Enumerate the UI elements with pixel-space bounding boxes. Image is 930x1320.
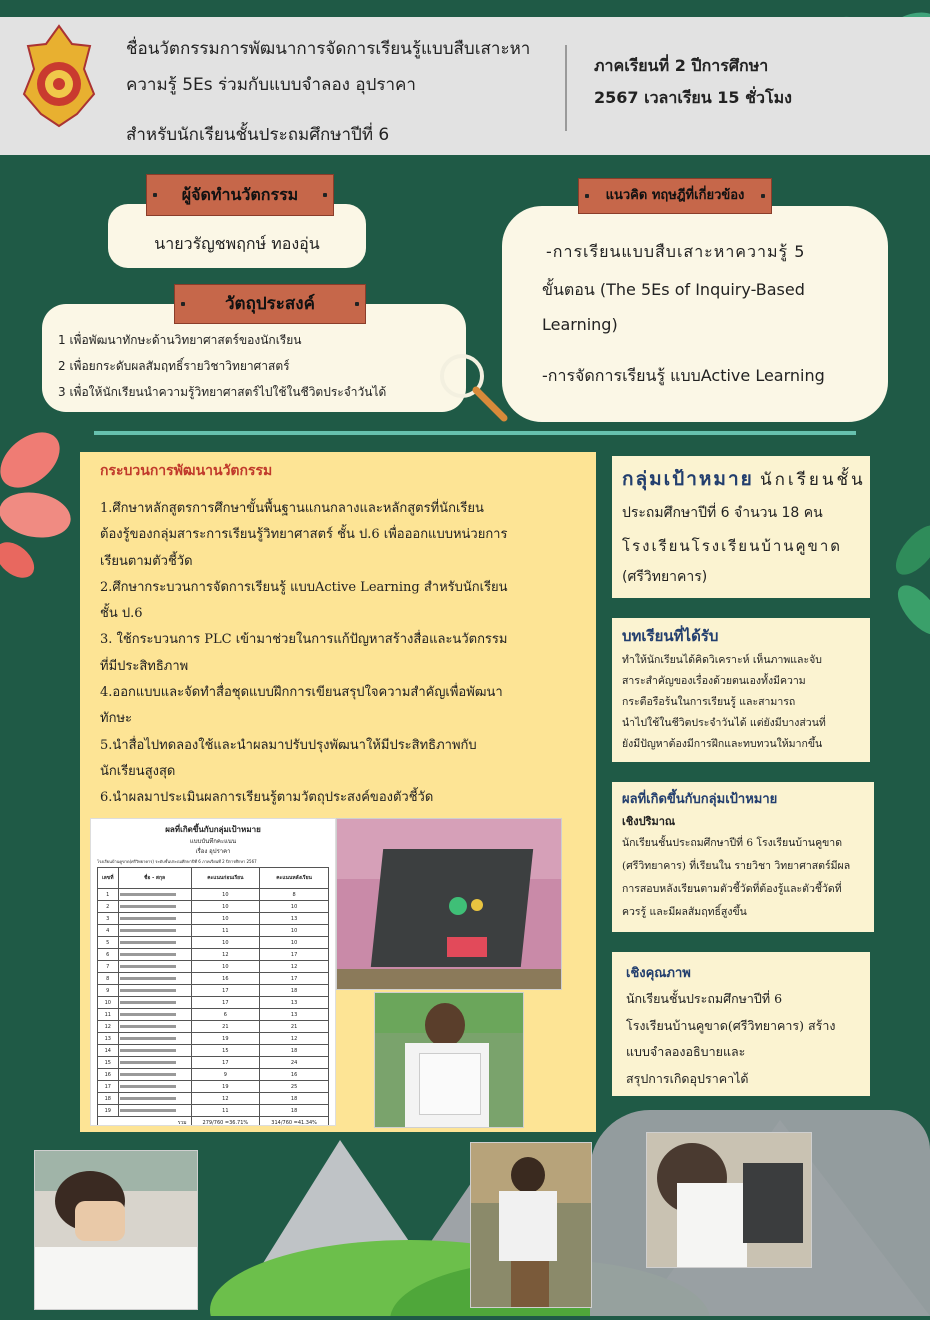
quality-line: แบบจำลองอธิบายและ xyxy=(626,1044,746,1059)
quantity-line: นักเรียนชั้นประถมศึกษาปีที่ 6 โรงเรียนบ้านคูขาด xyxy=(622,837,843,849)
theory-line-4: -การจัดการเรียนรู้ แบบActive Learning xyxy=(542,366,825,385)
row-post-score: 10 xyxy=(260,937,329,949)
row-post-score: 13 xyxy=(260,1009,329,1021)
row-post-score: 16 xyxy=(260,1069,329,1081)
score-table-sub1: แบบบันทึกคะแนน xyxy=(189,838,237,845)
row-name xyxy=(118,1069,191,1081)
row-pre-score: 10 xyxy=(191,937,260,949)
title-line-3: สำหรับนักเรียนชั้นประถมศึกษาปีที่ 6 xyxy=(126,125,390,145)
row-name xyxy=(118,1021,191,1033)
objective-item-2: 2 เพื่อยกระดับผลสัมฤทธิ์รายวิชาวิทยาศาสตร์ xyxy=(58,359,290,373)
row-post-score: 13 xyxy=(260,997,329,1009)
section-divider xyxy=(94,431,856,435)
quality-line: สรุปการเกิดอุปราคาได้ xyxy=(626,1070,749,1086)
row-number: 19 xyxy=(98,1105,119,1117)
row-name xyxy=(118,973,191,985)
row-name xyxy=(118,1057,191,1069)
author-label: ผู้จัดทำนวัตกรรม xyxy=(146,174,334,216)
quality-heading: เชิงคุณภาพ xyxy=(626,966,691,981)
row-pre-score: 19 xyxy=(191,1081,260,1093)
row-pre-score: 10 xyxy=(191,901,260,913)
photo-student-worksheet xyxy=(374,992,524,1128)
table-row xyxy=(98,1021,329,1033)
process-text xyxy=(100,496,586,812)
lessons-line: สาระสำคัญของเรื่องด้วยตนเองทั้งมีความ xyxy=(622,675,806,687)
quantity-subheading: เชิงปริมาณ xyxy=(622,815,676,828)
row-pre-score: 11 xyxy=(191,925,260,937)
row-post-score: 18 xyxy=(260,1045,329,1057)
row-pre-score: 10 xyxy=(191,913,260,925)
row-pre-score: 17 xyxy=(191,985,260,997)
row-pre-score: 19 xyxy=(191,1033,260,1045)
lessons-line: ทำให้นักเรียนได้คิดวิเคราะห์ เห็นภาพและจับ xyxy=(622,654,822,666)
process-line: 5.นำสื่อไปทดลองใช้และนำผลมาปรับปรุงพัฒนาให้มีประสิทธิภาพกับ xyxy=(100,737,477,753)
row-post-score: 12 xyxy=(260,961,329,973)
col-no: เลขที่ xyxy=(98,868,119,889)
emblem-icon xyxy=(22,24,96,128)
objective-item-1: 1 เพื่อพัฒนาทักษะด้านวิทยาศาสตร์ของนักเรียน xyxy=(58,333,302,347)
term-line-2: 2567 เวลาเรียน 15 ชั่วโมง xyxy=(594,88,792,107)
row-pre-score: 11 xyxy=(191,1105,260,1117)
title-line-1: ชื่อนวัตกรรมการพัฒนาการจัดการเรียนรู้แบบสืบเสาะหา xyxy=(126,39,531,59)
table-row xyxy=(98,1045,329,1057)
row-post-score: 18 xyxy=(260,1093,329,1105)
row-number: 18 xyxy=(98,1093,119,1105)
total-pre: 279/760 =36.71% xyxy=(191,1117,260,1127)
score-table xyxy=(97,867,329,1126)
row-pre-score: 12 xyxy=(191,1093,260,1105)
col-name: ชื่อ - สกุล xyxy=(118,868,191,889)
score-table-body xyxy=(98,889,329,1117)
objectives-label: วัตถุประสงค์ xyxy=(174,284,366,324)
process-line: นักเรียนสูงสุด xyxy=(100,763,176,779)
row-pre-score: 9 xyxy=(191,1069,260,1081)
process-line: 1.ศึกษาหลักสูตรการศึกษาขั้นพื้นฐานแกนกลางและหลักสูตรที่นักเรียน xyxy=(100,501,484,516)
objective-item-3: 3 เพื่อให้นักเรียนนำความรู้วิทยาศาสตร์ไปใช้ในชีวิตประจำวันได้ xyxy=(58,385,387,399)
row-number: 4 xyxy=(98,925,119,937)
row-name xyxy=(118,913,191,925)
table-row xyxy=(98,1069,329,1081)
process-line: เรียนตามตัวชี้วัด xyxy=(100,553,193,569)
row-name xyxy=(118,1081,191,1093)
photo-eclipse-model xyxy=(336,818,562,990)
quality-line: โรงเรียนบ้านคูขาด(ศรีวิทยาคาร) สร้าง xyxy=(626,1017,836,1033)
quantity-line: (ศรีวิทยาคาร) ที่เรียนใน รายวิชา วิทยาศาสตร์มีผล xyxy=(622,860,851,872)
theory-line-3: Learning) xyxy=(542,315,618,334)
row-name xyxy=(118,985,191,997)
row-name xyxy=(118,1105,191,1117)
row-number: 5 xyxy=(98,937,119,949)
term-line-1: ภาคเรียนที่ 2 ปีการศึกษา xyxy=(594,56,769,75)
row-pre-score: 17 xyxy=(191,997,260,1009)
col-post: คะแนนหลังเรียน xyxy=(260,868,329,889)
row-number: 3 xyxy=(98,913,119,925)
row-number: 13 xyxy=(98,1033,119,1045)
table-row xyxy=(98,925,329,937)
photo-student-viewing-model xyxy=(646,1132,812,1268)
row-pre-score: 10 xyxy=(191,889,260,901)
row-number: 1 xyxy=(98,889,119,901)
row-number: 12 xyxy=(98,1021,119,1033)
author-name: นายวรัญชพฤกษ์ ทองอุ่น xyxy=(154,234,320,253)
title-line-2: ความรู้ 5Es ร่วมกับแบบจำลอง อุปราคา xyxy=(126,75,416,95)
row-name xyxy=(118,937,191,949)
magnifier-icon xyxy=(436,350,510,424)
row-name xyxy=(118,1093,191,1105)
quantity-line: การสอบหลังเรียนตามตัวชี้วัดที่ต้องรู้และตัวชี้วัดที่ xyxy=(622,883,842,895)
row-number: 9 xyxy=(98,985,119,997)
theory-label: แนวคิด ทฤษฎีที่เกี่ยวข้อง xyxy=(578,178,772,214)
process-line: ชั้น ป.6 xyxy=(100,606,143,622)
photo-student-flashlight xyxy=(470,1142,592,1308)
row-number: 14 xyxy=(98,1045,119,1057)
quantity-line: ควรรู้ และมีผลสัมฤทธิ์สูงขึ้น xyxy=(622,906,747,918)
lessons-line: นำไปใช้ในชีวิตประจำวันได้ แต่ยังมีบางส่วนที่ xyxy=(622,717,826,729)
process-heading: กระบวนการพัฒนานวัตกรรม xyxy=(100,463,273,479)
row-number: 8 xyxy=(98,973,119,985)
row-post-score: 10 xyxy=(260,901,329,913)
table-row xyxy=(98,913,329,925)
row-pre-score: 16 xyxy=(191,973,260,985)
row-number: 16 xyxy=(98,1069,119,1081)
process-line: ต้องรู้ของกลุ่มสาระการเรียนรู้วิทยาศาสตร์ ชั้น ป.6 เพื่อออกแบบหน่วยการ xyxy=(100,527,508,543)
table-row xyxy=(98,997,329,1009)
process-line: 2.ศึกษากระบวนการจัดการเรียนรู้ แบบActive Learning สำหรับนักเรียน xyxy=(100,579,508,595)
table-row xyxy=(98,949,329,961)
table-row xyxy=(98,889,329,901)
school-logo xyxy=(22,24,96,128)
row-pre-score: 15 xyxy=(191,1045,260,1057)
row-number: 7 xyxy=(98,961,119,973)
lessons-line: ยังมีปัญหาต้องมีการฝึกและทบทวนให้มากขึ้น xyxy=(622,738,823,750)
theory-line-1: -การเรียนแบบสืบเสาะหาความรู้ 5 xyxy=(546,242,806,261)
row-name xyxy=(118,1045,191,1057)
table-row xyxy=(98,1093,329,1105)
row-post-score: 21 xyxy=(260,1021,329,1033)
target-line-1: นักเรียนชั้น xyxy=(760,470,866,490)
target-label: กลุ่มเป้าหมาย xyxy=(622,468,754,490)
row-name xyxy=(118,1033,191,1045)
lessons-heading: บทเรียนที่ได้รับ xyxy=(622,627,719,645)
total-post: 314/760 =41.34% xyxy=(260,1117,329,1127)
row-pre-score: 10 xyxy=(191,961,260,973)
row-name xyxy=(118,889,191,901)
table-row xyxy=(98,901,329,913)
row-number: 17 xyxy=(98,1081,119,1093)
target-line-4: (ศรีวิทยาคาร) xyxy=(622,569,708,585)
process-line: 3. ใช้กระบวนการ PLC เข้ามาช่วยในการแก้ปัญหาสร้างสื่อและนวัตกรรม xyxy=(100,632,508,648)
theory-line-2: ขั้นตอน (The 5Es of Inquiry-Based xyxy=(542,280,805,299)
photo-student-writing xyxy=(34,1150,198,1310)
row-post-score: 10 xyxy=(260,925,329,937)
row-post-score: 13 xyxy=(260,913,329,925)
table-row xyxy=(98,973,329,985)
row-pre-score: 6 xyxy=(191,1009,260,1021)
row-name xyxy=(118,961,191,973)
lessons-line: กระตือรือร้นในการเรียนรู้ และสามารถ xyxy=(622,696,796,708)
target-line-3: โรงเรียนโรงเรียนบ้านคูขาด xyxy=(622,537,842,555)
row-name xyxy=(118,925,191,937)
flower-icon xyxy=(0,420,80,580)
row-number: 2 xyxy=(98,901,119,913)
row-number: 11 xyxy=(98,1009,119,1021)
decor-leaf-right xyxy=(878,510,930,660)
header-divider xyxy=(565,45,567,131)
table-row xyxy=(98,1057,329,1069)
row-post-score: 25 xyxy=(260,1081,329,1093)
process-line: ทักษะ xyxy=(100,711,132,727)
row-post-score: 12 xyxy=(260,1033,329,1045)
theory-box xyxy=(502,206,888,422)
table-row xyxy=(98,1081,329,1093)
decor-flower-left xyxy=(0,420,80,580)
row-name xyxy=(118,997,191,1009)
col-pre: คะแนนก่อนเรียน xyxy=(191,868,260,889)
quality-line: นักเรียนชั้นประถมศึกษาปีที่ 6 xyxy=(626,991,783,1006)
row-pre-score: 17 xyxy=(191,1057,260,1069)
quality-text xyxy=(626,986,835,1092)
row-number: 10 xyxy=(98,997,119,1009)
score-table-image xyxy=(90,818,336,1126)
total-label: รวม xyxy=(98,1117,192,1127)
row-name xyxy=(118,1009,191,1021)
table-row xyxy=(98,961,329,973)
row-pre-score: 21 xyxy=(191,1021,260,1033)
row-post-score: 17 xyxy=(260,973,329,985)
row-post-score: 18 xyxy=(260,1105,329,1117)
row-number: 15 xyxy=(98,1057,119,1069)
table-row xyxy=(98,1009,329,1021)
table-row xyxy=(98,1033,329,1045)
process-line: 4.ออกแบบและจัดทำสื่อชุดแบบฝึกการเขียนสรุปใจความสำคัญเพื่อพัฒนา xyxy=(100,685,503,701)
row-name xyxy=(118,901,191,913)
score-table-caption: โรงเรียนบ้านคูขาด(ศรีวิทยาคาร) ระดับชั้นประถมศึกษาปีที่ 6 ภาคเรียนที่ 2 ปีการศึกษา 2567 xyxy=(97,859,257,864)
row-pre-score: 12 xyxy=(191,949,260,961)
process-line: 6.นำผลมาประเมินผลการเรียนรู้ตามวัตถุประสงค์ของตัวชี้วัด xyxy=(100,790,434,806)
row-post-score: 24 xyxy=(260,1057,329,1069)
quantity-heading: ผลที่เกิดขึ้นกับกลุ่มเป้าหมาย xyxy=(622,792,778,807)
table-row xyxy=(98,985,329,997)
leaf-icon xyxy=(878,510,930,660)
process-line: ที่มีประสิทธิภาพ xyxy=(100,658,189,674)
score-table-title: ผลที่เกิดขึ้นกับกลุ่มเป้าหมาย xyxy=(165,825,261,834)
row-post-score: 8 xyxy=(260,889,329,901)
lessons-text xyxy=(622,650,826,755)
row-post-score: 17 xyxy=(260,949,329,961)
table-row xyxy=(98,937,329,949)
row-name xyxy=(118,949,191,961)
score-table-sub2: เรื่อง อุปราคา xyxy=(195,848,231,855)
table-row xyxy=(98,1105,329,1117)
quantity-text xyxy=(622,832,850,924)
row-number: 6 xyxy=(98,949,119,961)
target-line-2: ประถมศึกษาปีที่ 6 จำนวน 18 คน xyxy=(622,505,823,521)
row-post-score: 18 xyxy=(260,985,329,997)
